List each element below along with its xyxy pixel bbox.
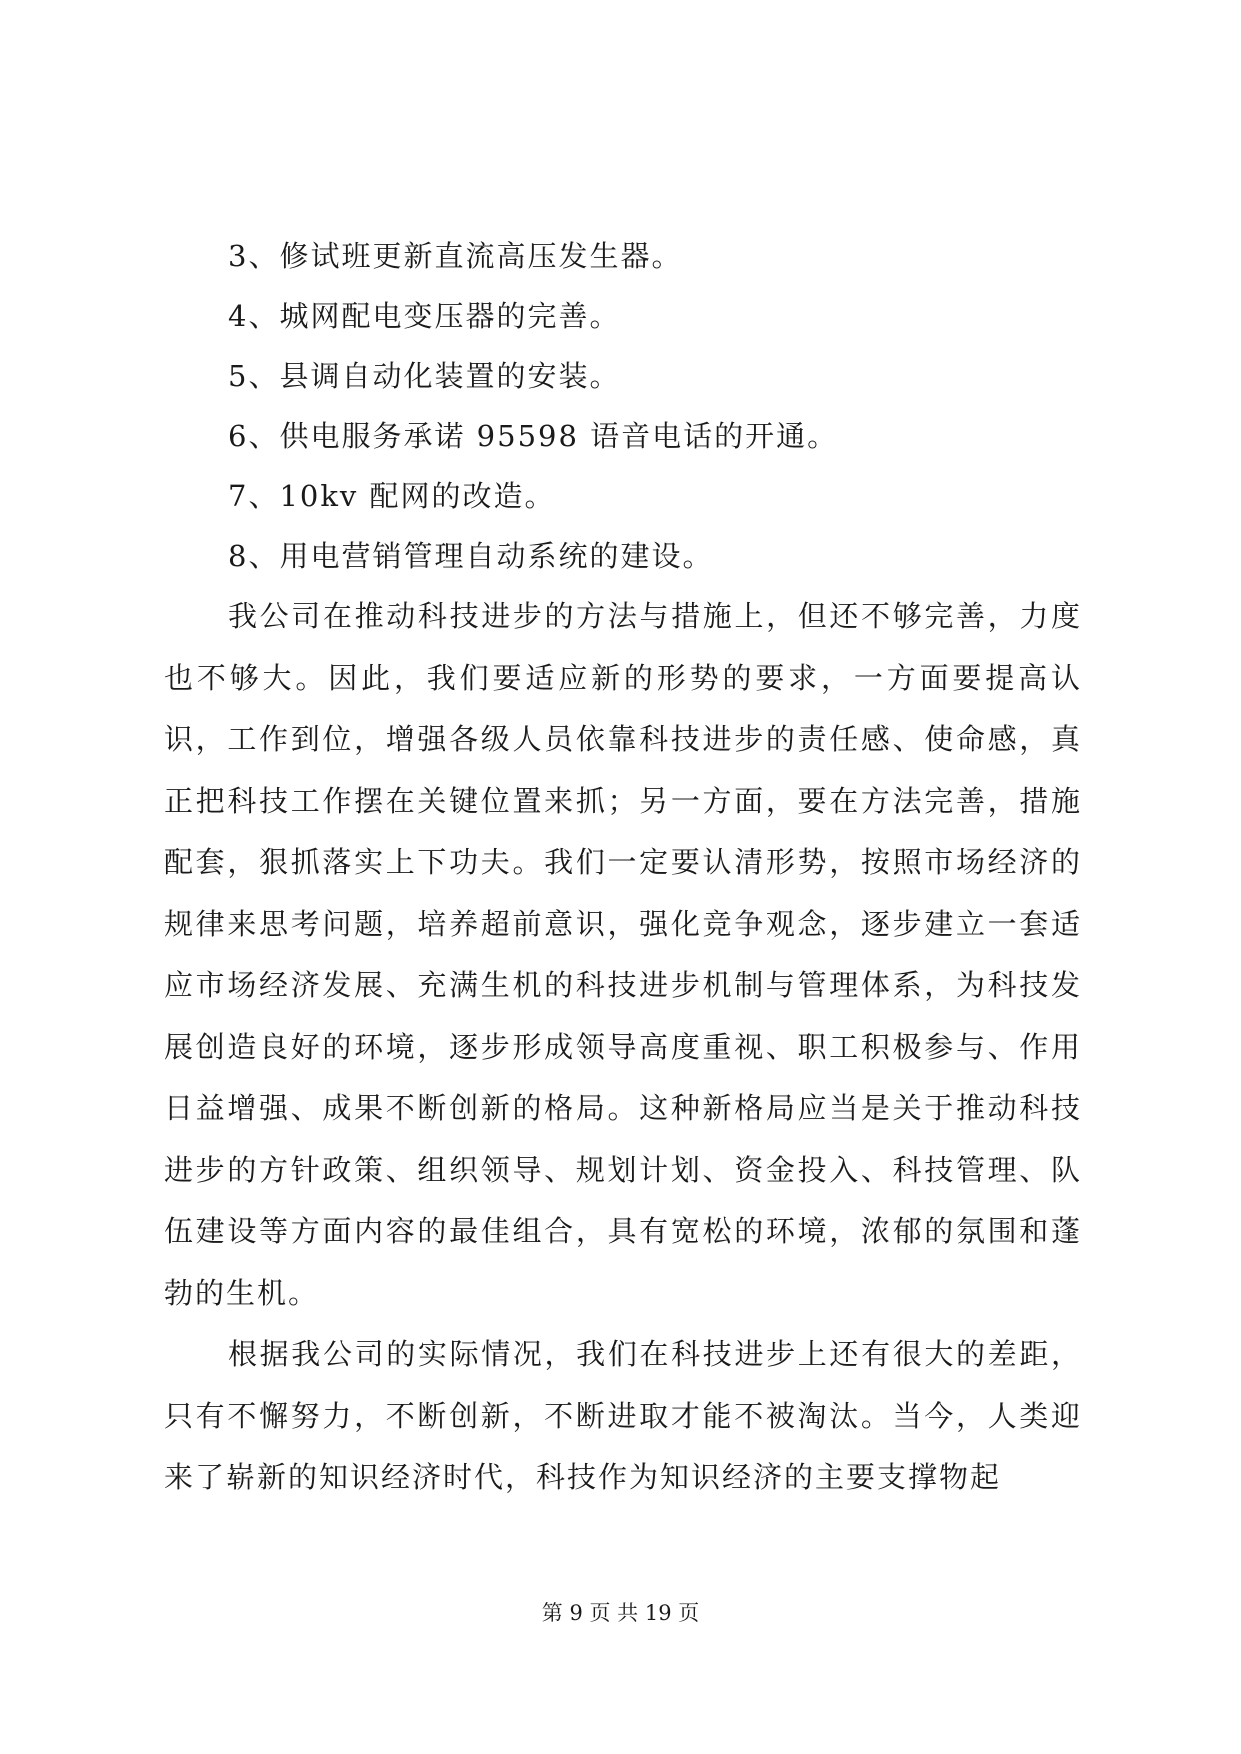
list-item: 5、县调自动化装置的安装。	[228, 359, 621, 393]
body-paragraph: 根据我公司的实际情况，我们在科技进步上还有很大的差距，只有不懈努力，不断创新，不断进取才能不被淘汰。当今，人类迎来了崭新的知识经济时代，科技作为知识经济的主要支撑物起	[164, 1337, 1082, 1494]
list-item: 6、供电服务承诺 95598 语音电话的开通。	[228, 419, 839, 453]
list-item: 3、修试班更新直流高压发生器。	[228, 239, 683, 273]
list-item: 8、用电营销管理自动系统的建设。	[228, 539, 714, 573]
body-paragraph: 我公司在推动科技进步的方法与措施上，但还不够完善，力度也不够大。因此，我们要适应新的形势的要求，一方面要提高认识，工作到位，增强各级人员依靠科技进步的责任感、使命感，真正把科技工作摆在关键位置来抓；另一方面，要在方法完善，措施配套，狠抓落实上下功夫。我们一定要认清形势，按照市场经济的规律来思考问题，培养超前意识，强化竞争观念，逐步建立一套适应市场经济发展、充满生机的科技进步机制与管理体系，为科技发展创造良好的环境，逐步形成领导高度重视、职工积极参与、作用日益增强、成果不断创新的格局。这种新格局应当是关于推动科技进步的方针政策、组织领导、规划计划、资金投入、科技管理、队伍建设等方面内容的最佳组合，具有宽松的环境，浓郁的氛围和蓬勃的生机。	[164, 599, 1082, 1310]
list-item: 7、10kv 配网的改造。	[228, 479, 556, 513]
document-body	[164, 226, 1082, 1509]
list-item: 4、城网配电变压器的完善。	[228, 299, 621, 333]
page-footer: 第 9 页 共 19 页	[541, 1601, 700, 1625]
